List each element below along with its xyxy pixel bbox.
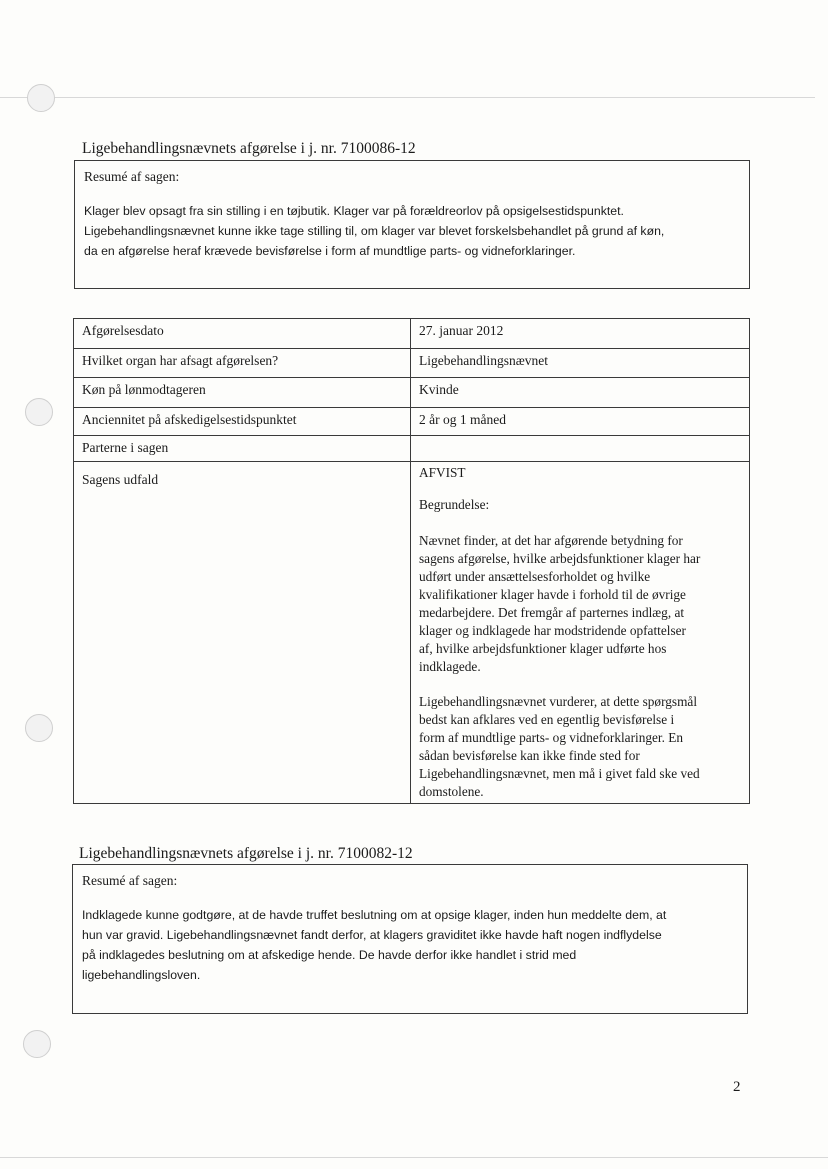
paragraph-line: udført under ansættelsesforholdet og hvilke xyxy=(419,569,651,584)
bottom-scan-line xyxy=(0,1157,828,1158)
case2-title: Ligebehandlingsnævnets afgørelse i j. nr. 7100082-12 xyxy=(79,845,413,862)
case1-resume-box xyxy=(74,160,750,289)
paragraph-line: form af mundtlige parts- og vidneforklaringer. En xyxy=(419,730,684,745)
outcome-label-text: Sagens udfald xyxy=(82,472,159,487)
row-value xyxy=(411,436,750,462)
resume-line: Indklagede kunne godtgøre, at de havde truffet beslutning om at opsige klager, inden hun meddelte dem, at xyxy=(82,908,667,922)
table-row xyxy=(74,349,750,378)
table-row xyxy=(74,408,750,436)
paragraph-line: Ligebehandlingsnævnet vurderer, at dette spørgsmål xyxy=(419,694,698,709)
case2-resume-text xyxy=(82,905,741,985)
top-scan-line xyxy=(0,97,815,98)
paragraph-line: medarbejdere. Det fremgår af parternes indlæg, at xyxy=(419,605,685,620)
paragraph-line: kvalifikationer klager havde i forhold til de øvrige xyxy=(419,587,686,602)
punch-hole xyxy=(27,84,55,112)
resume-line: på indklagedes beslutning om at afskedige hende. De havde derfor ikke handlet i strid med xyxy=(82,948,577,962)
row-label: Parterne i sagen xyxy=(74,436,411,462)
punch-hole xyxy=(25,714,53,742)
case1-resume-heading: Resumé af sagen: xyxy=(84,169,180,184)
row-value: Kvinde xyxy=(411,378,750,408)
punch-hole xyxy=(23,1030,51,1058)
reason-heading: Begrundelse: xyxy=(419,497,490,512)
row-value: 27. januar 2012 xyxy=(411,319,750,349)
row-label: Køn på lønmodtageren xyxy=(74,378,411,408)
punch-hole xyxy=(25,398,53,426)
table-row xyxy=(74,462,750,804)
row-label: Hvilket organ har afsagt afgørelsen? xyxy=(74,349,411,378)
table-row xyxy=(74,319,750,349)
page-number: 2 xyxy=(733,1079,741,1095)
paragraph-line: klager og indklagede har modstridende opfattelser xyxy=(419,623,686,638)
resume-line: hun var gravid. Ligebehandlingsnævnet fandt derfor, at klagers graviditet ikke havde haft nogen indflydelse xyxy=(82,928,662,942)
table-row xyxy=(74,436,750,462)
paragraph-line: af, hvilke arbejdsfunktioner klager udførte hos xyxy=(419,641,667,656)
paragraph-line: Nævnet finder, at det har afgørende betydning for xyxy=(419,533,683,548)
reason-paragraph-1 xyxy=(419,532,741,676)
row-value: Ligebehandlingsnævnet xyxy=(411,349,750,378)
case2-resume-heading: Resumé af sagen: xyxy=(82,873,178,888)
outcome-label xyxy=(74,462,411,804)
case1-resume-text xyxy=(84,201,743,261)
resume-line: ligebehandlingsloven. xyxy=(82,968,201,982)
resume-line: Ligebehandlingsnævnet kunne ikke tage stilling til, om klager var blevet forskelsbehandlet på grund af køn, xyxy=(84,224,665,238)
paragraph-line: domstolene. xyxy=(419,784,484,799)
row-label: Anciennitet på afskedigelsestidspunktet xyxy=(74,408,411,436)
paragraph-line: sagens afgørelse, hvilke arbejdsfunktioner klager har xyxy=(419,551,701,566)
resume-line: da en afgørelse heraf krævede bevisførelse i form af mundtlige parts- og vidneforklaringer. xyxy=(84,244,576,258)
paragraph-line: Ligebehandlingsnævnet, men må i givet fald ske ved xyxy=(419,766,700,781)
paragraph-line: indklagede. xyxy=(419,659,481,674)
case2-resume-box xyxy=(72,864,748,1014)
outcome-result: AFVIST xyxy=(419,465,466,480)
resume-line: Klager blev opsagt fra sin stilling i en tøjbutik. Klager var på forældreorlov på opsigelsestidspunktet. xyxy=(84,204,624,218)
case1-info-table xyxy=(73,318,750,804)
row-value: 2 år og 1 måned xyxy=(411,408,750,436)
row-label: Afgørelsesdato xyxy=(74,319,411,349)
table-row xyxy=(74,378,750,408)
paragraph-line: sådan bevisførelse kan ikke finde sted for xyxy=(419,748,640,763)
case1-title: Ligebehandlingsnævnets afgørelse i j. nr. 7100086-12 xyxy=(82,140,416,157)
outcome-cell xyxy=(411,462,750,804)
paragraph-line: bedst kan afklares ved en egentlig bevisførelse i xyxy=(419,712,675,727)
reason-paragraph-2 xyxy=(419,693,741,801)
